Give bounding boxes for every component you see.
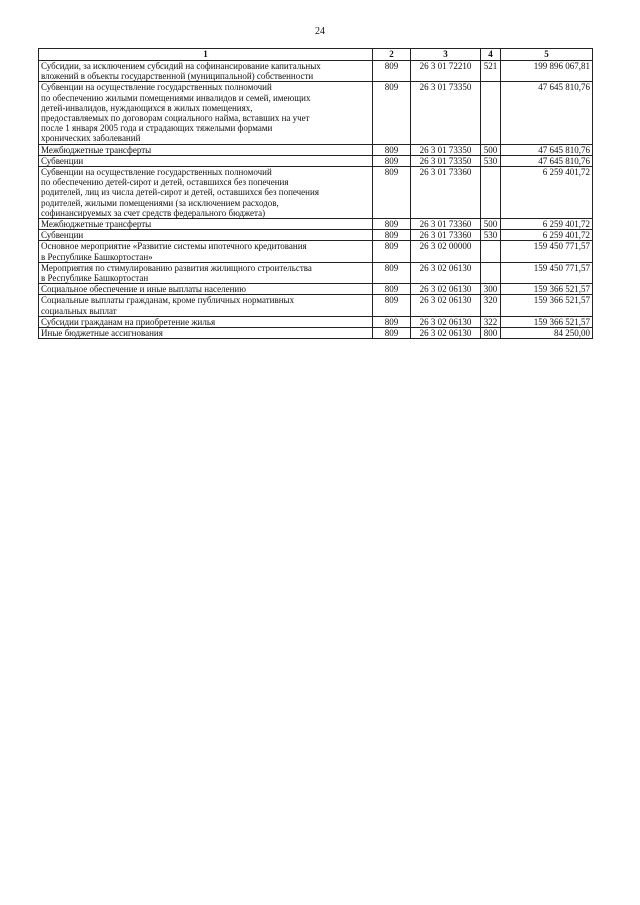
row-target-article: 26 3 01 73360 [411,230,481,241]
row-target-article: 26 3 02 06130 [411,262,481,283]
table-row [39,295,593,316]
table-row [39,167,593,219]
row-amount: 159 366 521,57 [501,316,593,327]
row-department-code: 809 [373,155,411,166]
row-description: Межбюджетные трансферты [39,219,373,230]
row-description: Социальное обеспечение и иные выплаты населению [39,284,373,295]
row-description: Субвенции на осуществление государственных полномочий по обеспечению жилыми помещениями инвалидов и семей, имеющих детей-инвалидов, нуждающихся в жилых помещениях, предоставляемых по договорам социального найма, вставших на учет после 1 января 2005 года и страдающих тяжелыми формами хронических заболеваний [39,82,373,144]
row-department-code: 809 [373,241,411,262]
table-row [39,155,593,166]
row-expense-type [481,167,501,219]
page-number: 24 [315,26,325,37]
row-expense-type: 500 [481,219,501,230]
row-target-article: 26 3 02 06130 [411,328,481,339]
row-department-code: 809 [373,144,411,155]
row-expense-type: 322 [481,316,501,327]
row-expense-type: 521 [481,61,501,82]
row-expense-type: 530 [481,230,501,241]
row-amount: 47 645 810,76 [501,82,593,144]
row-target-article: 26 3 02 06130 [411,316,481,327]
row-expense-type [481,82,501,144]
row-description: Социальные выплаты гражданам, кроме публичных нормативных социальных выплат [39,295,373,316]
row-description: Мероприятия по стимулированию развития жилищного строительства в Республике Башкортостан [39,262,373,283]
row-department-code: 809 [373,230,411,241]
row-expense-type [481,262,501,283]
row-description: Основное мероприятие «Развитие системы ипотечного кредитования в Республике Башкортостан» [39,241,373,262]
row-target-article: 26 3 01 73360 [411,219,481,230]
row-expense-type [481,241,501,262]
table-row [39,230,593,241]
budget-table [38,48,593,339]
row-amount: 6 259 401,72 [501,167,593,219]
row-amount: 6 259 401,72 [501,219,593,230]
row-target-article: 26 3 01 73350 [411,144,481,155]
row-amount: 159 450 771,57 [501,262,593,283]
row-target-article: 26 3 01 73350 [411,82,481,144]
table-row [39,284,593,295]
row-target-article: 26 3 01 73350 [411,155,481,166]
header-col-5: 5 [501,49,593,61]
header-col-1: 1 [39,49,373,61]
table-row [39,144,593,155]
row-expense-type: 500 [481,144,501,155]
row-amount: 159 366 521,57 [501,295,593,316]
row-department-code: 809 [373,262,411,283]
row-department-code: 809 [373,284,411,295]
row-target-article: 26 3 01 73360 [411,167,481,219]
header-row [39,49,593,61]
row-amount: 47 645 810,76 [501,155,593,166]
row-amount: 6 259 401,72 [501,230,593,241]
row-amount: 199 896 067,81 [501,61,593,82]
row-department-code: 809 [373,61,411,82]
row-department-code: 809 [373,316,411,327]
row-expense-type: 800 [481,328,501,339]
row-amount: 159 366 521,57 [501,284,593,295]
row-department-code: 809 [373,219,411,230]
row-amount: 84 250,00 [501,328,593,339]
row-department-code: 809 [373,295,411,316]
table-row [39,82,593,144]
row-expense-type: 320 [481,295,501,316]
row-expense-type: 530 [481,155,501,166]
table-row [39,61,593,82]
row-description: Межбюджетные трансферты [39,144,373,155]
row-department-code: 809 [373,82,411,144]
row-target-article: 26 3 02 00000 [411,241,481,262]
row-target-article: 26 3 02 06130 [411,284,481,295]
row-target-article: 26 3 01 72210 [411,61,481,82]
table-row [39,241,593,262]
row-description: Субвенции [39,155,373,166]
row-department-code: 809 [373,167,411,219]
header-col-4: 4 [481,49,501,61]
row-department-code: 809 [373,328,411,339]
header-col-2: 2 [373,49,411,61]
table-row [39,328,593,339]
table-row [39,316,593,327]
row-amount: 47 645 810,76 [501,144,593,155]
row-description: Субсидии, за исключением субсидий на софинансирование капитальных вложений в объекты государственной (муниципальной) собственности [39,61,373,82]
row-description: Субвенции [39,230,373,241]
row-description: Субсидии гражданам на приобретение жилья [39,316,373,327]
row-description: Субвенции на осуществление государственных полномочий по обеспечению детей-сирот и детей, оставшихся без попечения родителей, лиц из числа детей-сирот и детей, оставшихся без попечения родителей, жилыми помещениями (за исключением расходов, софинансируемых за счет средств федерального бюджета) [39,167,373,219]
table-row [39,262,593,283]
table-row [39,219,593,230]
row-target-article: 26 3 02 06130 [411,295,481,316]
row-description: Иные бюджетные ассигнования [39,328,373,339]
row-expense-type: 300 [481,284,501,295]
header-col-3: 3 [411,49,481,61]
row-amount: 159 450 771,57 [501,241,593,262]
